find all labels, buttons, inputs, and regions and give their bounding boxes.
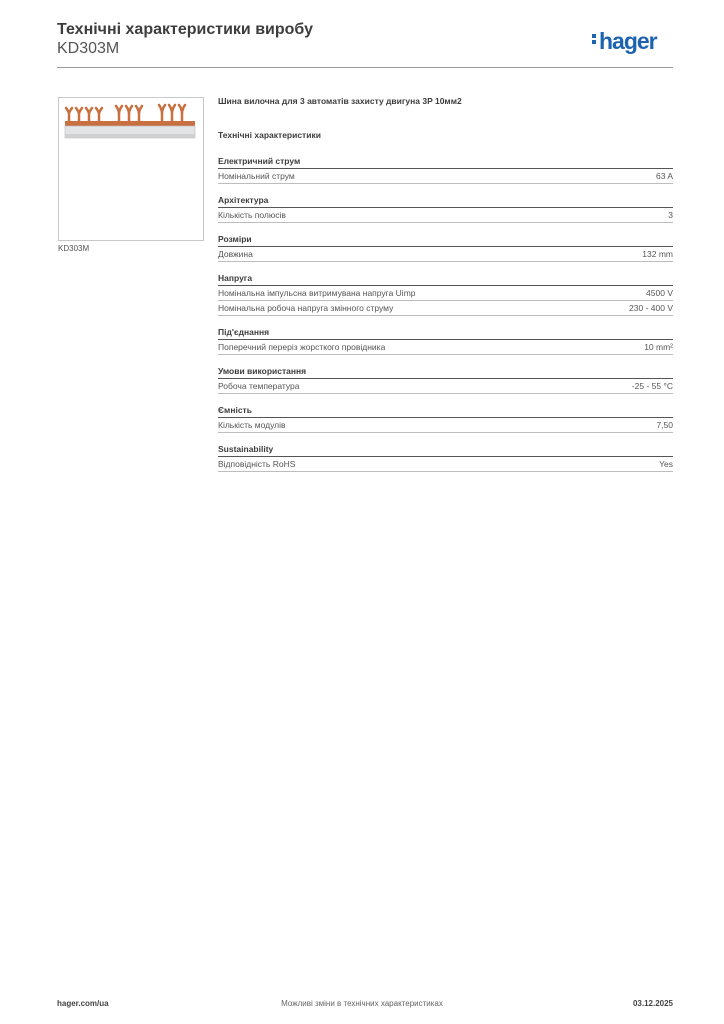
spec-row [218,208,673,223]
footer-website-link[interactable]: hager.com/ua [57,999,109,1008]
group-title: Умови використання [218,366,673,379]
spec-label: Номінальний струм [218,171,295,181]
spec-label: Довжина [218,249,253,259]
spec-value: 132 mm [642,249,673,259]
group-title: Електричний струм [218,156,673,169]
spec-label: Відповідність RoHS [218,459,296,469]
spec-value: 3 [668,210,673,220]
spec-row [218,169,673,184]
spec-value: 63 A [655,171,673,181]
spec-row [218,301,673,316]
spec-row [218,418,673,433]
page-title: Технічні характеристики виробу [57,21,313,38]
spec-group-dimensions [218,234,673,262]
group-title: Ємність [218,405,673,418]
spec-row [218,247,673,262]
spec-label: Номінальна імпульсна витримувана напруга Uimp [218,288,416,298]
spec-row [218,457,673,472]
spec-heading: Технічні характеристики [218,130,321,140]
group-title: Під'єднання [218,327,673,340]
spec-value: 4500 V [646,288,673,298]
spec-group-electric-current [218,156,673,184]
spec-row [218,340,673,355]
spec-label: Кількість полюсів [218,210,286,220]
spec-group-capacity [218,405,673,433]
header-divider [57,67,673,68]
spec-group-architecture [218,195,673,223]
product-image [58,97,204,241]
busbar-shadow [65,134,195,138]
logo-dots-icon [592,32,597,46]
busbar-illustration [59,98,203,240]
hager-logo[interactable]: hager [592,28,657,55]
spec-row [218,379,673,394]
image-caption: KD303M [58,244,90,253]
footer-date: 03.12.2025 [632,999,673,1008]
spec-value: 230 - 400 V [629,303,673,313]
group-title: Напруга [218,273,673,286]
spec-value: -25 - 55 °C [631,381,673,391]
spec-group-sustainability [218,444,673,472]
spec-label: Поперечний переріз жорсткого провідника [218,342,386,352]
footer-notice: Можливі зміни в технічних характеристиках [281,999,443,1008]
spec-row [218,286,673,301]
spec-label: Номінальна робоча напруга змінного струму [218,303,394,313]
spec-group-connection [218,327,673,355]
group-title: Sustainability [218,444,673,457]
product-code: KD303M [57,40,120,57]
spec-value: 7,50 [656,420,673,430]
spec-value: Yes [659,459,673,469]
group-title: Архітектура [218,195,673,208]
spec-label: Кількість модулів [218,420,286,430]
spec-group-voltage [218,273,673,316]
spec-table [218,156,673,483]
spec-value: 10 mm² [644,342,673,352]
product-description: Шина вилочна для 3 автоматів захисту двигуна 3P 10мм2 [218,96,462,106]
spec-group-operating-conditions [218,366,673,394]
spec-label: Робоча температура [218,381,300,391]
group-title: Розміри [218,234,673,247]
fork-terminals [66,105,185,122]
